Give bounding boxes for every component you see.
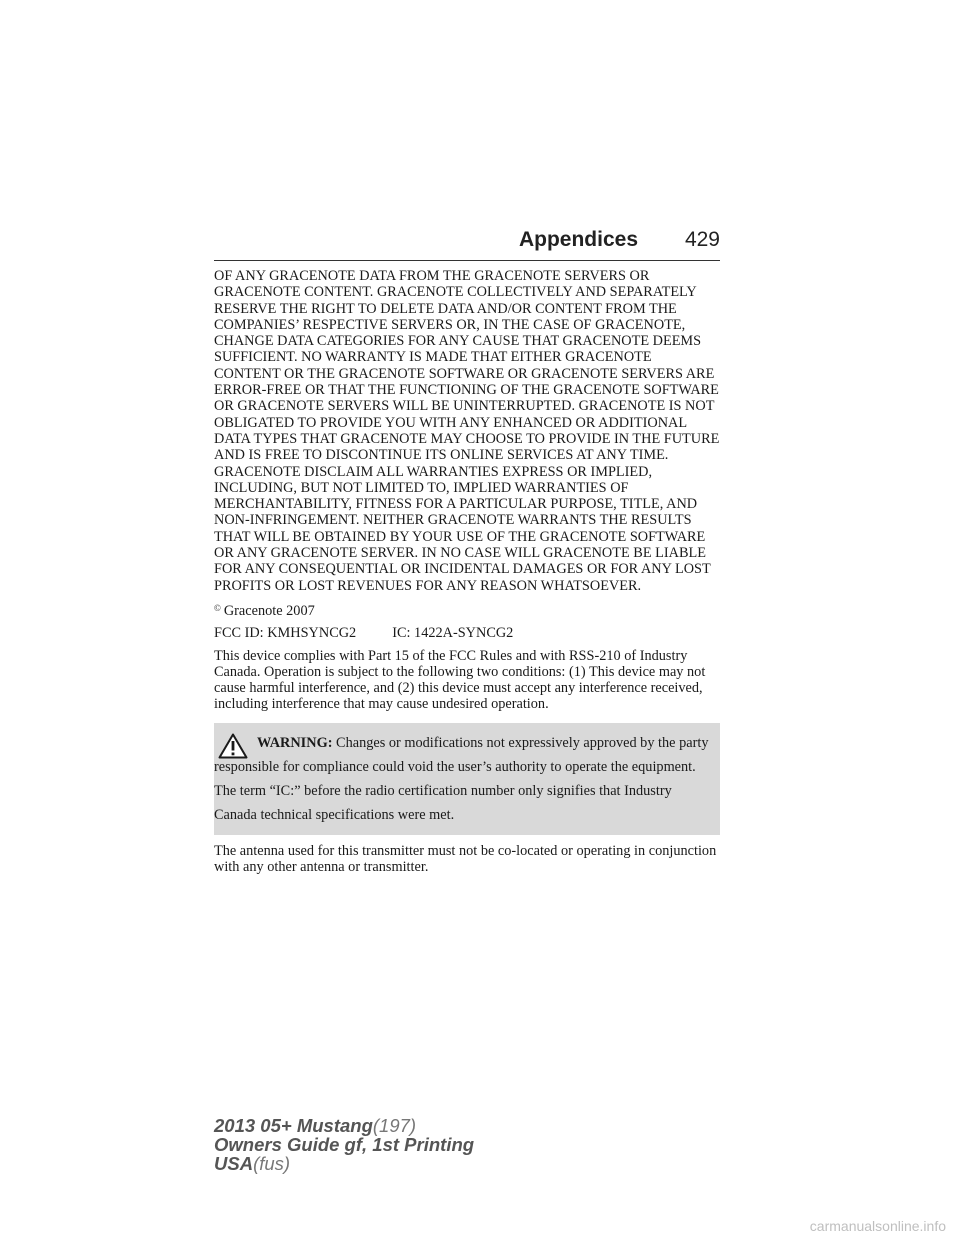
copyright-text: Gracenote 2007 bbox=[223, 602, 315, 619]
warning-box bbox=[214, 723, 720, 835]
page-body bbox=[214, 268, 720, 881]
watermark: carmanualsonline.info bbox=[809, 1218, 946, 1234]
footer-market-code: (fus) bbox=[253, 1153, 291, 1174]
copyright-symbol: © bbox=[214, 602, 221, 613]
warning-label: WARNING: bbox=[257, 734, 333, 751]
footer-model: 2013 05+ Mustang bbox=[214, 1115, 373, 1136]
section-title: Appendices bbox=[518, 228, 638, 251]
ic-id: IC: 1422A-SYNCG2 bbox=[392, 625, 514, 642]
closing-paragraph: The antenna used for this transmitter must not be co-located or operating in conjunction with any other antenna or transmitter. bbox=[214, 842, 717, 876]
fcc-id: FCC ID: KMHSYNCG2 bbox=[214, 625, 357, 642]
warning-triangle-icon bbox=[218, 733, 248, 759]
footer-guide: Owners Guide gf, 1st Printing bbox=[214, 1134, 475, 1155]
footer-market: USA bbox=[214, 1153, 254, 1174]
warning-body: Changes or modifications not expressively approved by the party responsible for compliance could void the user’s authority to operate the equipment. The term “IC:” before the radio certification number only signifies that Industry Canada technical specifications were met. bbox=[214, 734, 709, 823]
page-footer bbox=[214, 1116, 474, 1173]
warning-text bbox=[214, 731, 710, 827]
footer-page-code: (197) bbox=[372, 1115, 417, 1136]
header-divider bbox=[214, 260, 720, 261]
copyright-line bbox=[214, 600, 720, 619]
page-header bbox=[214, 228, 720, 262]
page-number: 429 bbox=[684, 228, 720, 251]
legal-paragraph: OF ANY GRACENOTE DATA FROM THE GRACENOTE SERVERS OR GRACENOTE CONTENT. GRACENOTE COLLECTIVELY AND SEPARATELY RESERVE THE RIGHT TO DELETE DATA AND/OR CONTENT FROM THE COMPANIES’ RESPECTIVE SERVERS OR, IN THE CASE OF GRACENOTE, CHANGE DATA CATEGORIES FOR ANY CAUSE THAT GRACENOTE DEEMS SUFFICIENT. NO WARRANTY IS MADE THAT EITHER GRACENOTE CONTENT OR THE GRACENOTE SOFTWARE OR GRACENOTE SERVERS ARE ERROR-FREE OR THAT THE FUNCTIONING OF THE GRACENOTE SOFTWARE OR GRACENOTE SERVERS WILL BE UNINTERRUPTED. GRACENOTE IS NOT OBLIGATED TO PROVIDE YOU WITH ANY ENHANCED OR ADDITIONAL DATA TYPES THAT GRACENOTE MAY CHOOSE TO PROVIDE IN THE FUTURE AND IS FREE TO DISCONTINUE ITS ONLINE SERVICES AT ANY TIME. GRACENOTE DISCLAIM ALL WARRANTIES EXPRESS OR IMPLIED, INCLUDING, BUT NOT LIMITED TO, IMPLIED WARRANTIES OF MERCHANTABILITY, FITNESS FOR A PARTICULAR PURPOSE, TITLE, AND NON-INFRINGEMENT. NEITHER GRACENOTE WARRANTS THE RESULTS THAT WILL BE OBTAINED BY YOUR USE OF THE GRACENOTE SOFTWARE OR ANY GRACENOTE SERVER. IN NO CASE WILL GRACENOTE BE LIABLE FOR ANY CONSEQUENTIAL OR INCIDENTAL DAMAGES OR FOR ANY LOST PROFITS OR LOST REVENUES FOR ANY REASON WHATSOEVER. bbox=[214, 268, 720, 594]
compliance-paragraph: This device complies with Part 15 of the FCC Rules and with RSS-210 of Industry Canada. Operation is subject to the following two conditions: (1) This device may not cause harmful interference, and (2) this device must accept any interference received, including interference that may cause undesired operation. bbox=[214, 647, 706, 713]
fcc-ic-line bbox=[214, 625, 720, 641]
